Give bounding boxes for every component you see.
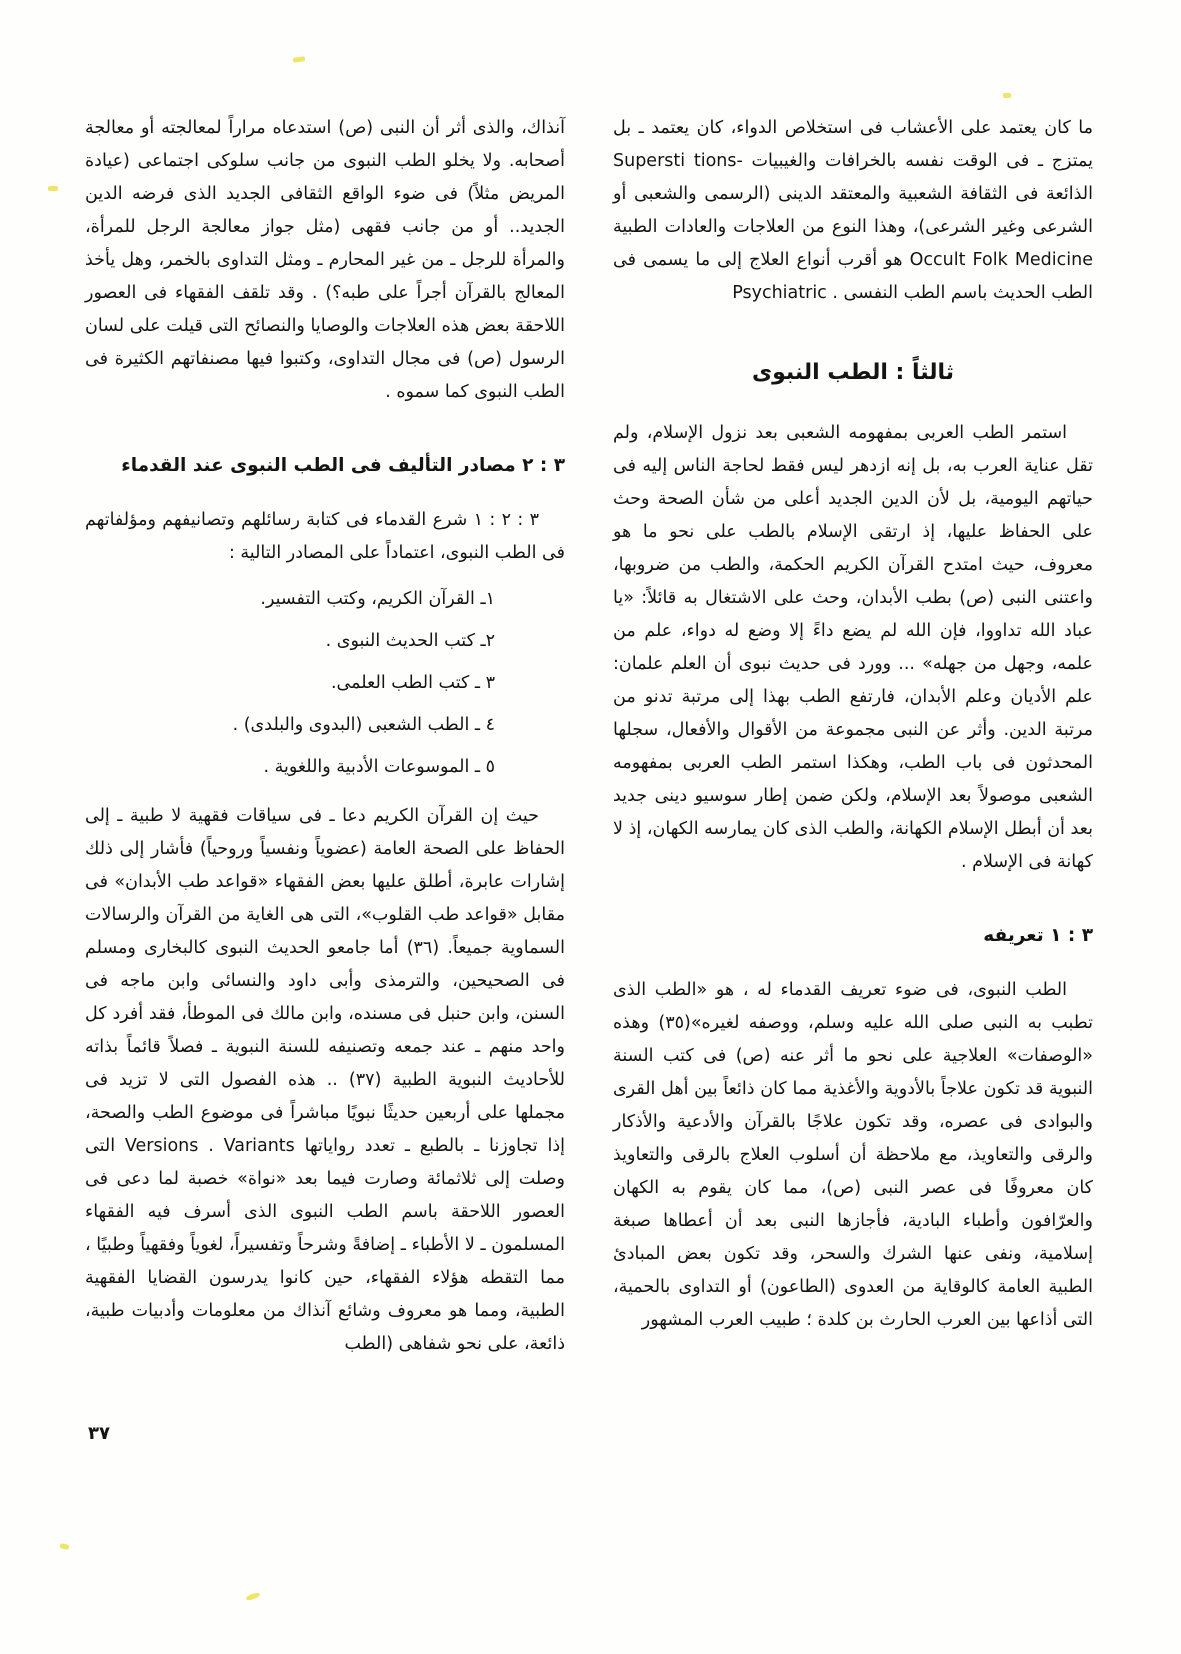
subsection-heading-sources: ٣ : ٢ مصادر التأليف فى الطب النبوى عند القدماء xyxy=(121,455,565,476)
sources-list xyxy=(85,584,565,782)
left-column xyxy=(85,112,565,1361)
list-item-folk-medicine: ٤ ـ الطب الشعبى (البدوى والبلدى) . xyxy=(232,715,495,735)
paragraph-continuation: آنذاك، والذى أثر أن النبى (ص) استدعاه مراراً لمعالجته أو معالجة أصحابه. ولا يخلو الطب النبوى من جانب سلوكى اجتماعى (عيادة المريض مثلاً) فى ضوء الواقع الثقافى الجديد الذى فرضه الدين الجديد.. أو من جانب فقهى (مثل جواز معالجة الرجل للمرأة، والمرأة للرجل ـ من غير المحارم ـ ومثل التداوى بالخمر، وهل يأخذ المعالج بالقرآن أجراً على طبه؟) . وقد تلقف الفقهاء فى العصور اللاحقة بعض هذه العلاجات والوصايا والنصائح التى قيلت على لسان الرسول (ص) فى مجال التداوى، وكتبوا فيها مصنفاتهم الكثيرة فى الطب النبوى كما سموه . xyxy=(85,118,565,402)
scan-artifact xyxy=(246,1592,261,1601)
scan-artifact xyxy=(1003,93,1011,98)
paragraph-sources-intro: ٣ : ٢ : ١ شرع القدماء فى كتابة رسائلهم وتصانيفهم ومؤلفاتهم فى الطب النبوى، اعتماداً على المصادر التالية : xyxy=(85,510,565,563)
subsection-heading-definition: ٣ : ١ تعريفه xyxy=(983,925,1093,946)
paragraph-arab-medicine-history: استمر الطب العربى بمفهومه الشعبى بعد نزول الإسلام، ولم تقل عناية العرب به، بل إنه ازدهر ليس فقط لحاجة الناس إليه فى حياتهم اليومية، بل لأن الدين الجديد أعلى من شأن الصحة وحث على الحفاظ عليها، إذ ارتقى الإسلام بالطب على نحو ما هو معروف، حيث امتدح القرآن الكريم الحكمة، والطب من ضروبها، واعتنى النبى (ص) بطب الأبدان، وحث على الاشتغال به قائلاً: «يا عباد الله تداووا، فإن الله لم يضع داءً إلا وضع له دواء، علم من علمه، وجهل من جهله» ... وورد فى حديث نبوى أن العلم علمان: علم الأديان وعلم الأبدان، فارتفع الطب بهذا إلى مرتبة تدنو من مرتبة الدين. وأثر عن النبى مجموعة من الأقوال والأفعال، سجلها المحدثون فى باب الطب، وهكذا استمر الطب العربى بمفهومه الشعبى موصولاً بعد الإسلام، ولكن ضمن إطار سوسيو دينى جديد بعد أن أبطل الإسلام الكهانة، والطب الذى كان يمارسه الكهان، إذ لا كهانة فى الإسلام . xyxy=(613,423,1093,872)
scan-artifact xyxy=(60,1543,70,1550)
two-column-layout xyxy=(85,112,1093,1361)
page-number: ٣٧ xyxy=(88,1423,110,1444)
scan-artifact xyxy=(293,56,306,63)
scan-artifact xyxy=(48,186,58,191)
paragraph-herbal-medicine: ما كان يعتمد على الأعشاب فى استخلاص الدواء، كان يعتمد ـ بل يمتزج ـ فى الوقت نفسه بالخرافات والغيبيات -Supersti tions الذائعة فى الثقافة الشعبية والمعتقد الدينى (الرسمى والشعبى أو الشرعى وغير الشرعى)، وهذا النوع من العلاجات والعادات الطبية Occult Folk Medicine هو أقرب أنواع العلاج إلى ما يسمى فى الطب الحديث باسم الطب النفسى . Psychiatric xyxy=(613,118,1093,303)
paragraph-discussion: حيث إن القرآن الكريم دعا ـ فى سياقات فقهية لا طبية ـ إلى الحفاظ على الصحة العامة (عضوياً ونفسياً وروحياً) فأشار إلى ذلك إشارات عابرة، أطلق عليها بعض الفقهاء «قواعد طب الأبدان» فى مقابل «قواعد طب القلوب»، التى هى الغاية من القرآن والرسالات السماوية جميعاً. (٣٦) أما جامعو الحديث النبوى كالبخارى ومسلم فى الصحيحين، والترمذى وأبى داود والنسائى وابن ماجه فى السنن، وابن حنبل فى مسنده، وابن مالك فى الموطأ، فقد أفرد كل واحد منهم ـ عند جمعه وتصنيفه للسنة النبوية ـ فصلاً قائماً بذاته للأحاديث النبوية الطبية (٣٧) .. هذه الفصول التى لا تزيد فى مجملها على أربعين حديثًا نبويًا مباشراً فى موضوع الطب والصحة، إذا تجاوزنا ـ بالطبع ـ تعدد رواياتها Versions . Variants التى وصلت إلى ثلاثمائة وصارت فيما بعد «نواة» خصبة لما دعى فى العصور اللاحقة باسم الطب النبوى الذى أسرف فيه الفقهاء المسلمون ـ لا الأطباء ـ إضافةً وشرحاً وتفسيراً، لغوياً وفقهياً وطبيًا ، مما التقطه هؤلاء الفقهاء، حين كانوا يدرسون القضايا الفقهية الطبية، ومما هو معروف وشائع آنذاك من معلومات وأدبيات طبية، ذائعة، على نحو شفاهى (الطب xyxy=(85,806,566,1354)
section-heading-prophetic-medicine: ثالثاً : الطب النبوى xyxy=(751,360,955,385)
list-item-quran: ١ـ القرآن الكريم، وكتب التفسير. xyxy=(260,589,495,609)
paragraph-definition: الطب النبوى، فى ضوء تعريف القدماء له ، هو «الطب الذى تطبب به النبى صلى الله عليه وسلم، ووصفه لغيره»(٣٥) وهذه «الوصفات» العلاجية على نحو ما أثر عنه (ص) فى كتب السنة النبوية قد تكون علاجاً بالأدوية والأغذية مما كان ذائعاً بين أهل القرى والبوادى فى عصره، وقد تكون علاجًا بالقرآن والأدعية والأذكار والرقى والتعاويذ، مع ملاحظة أن أسلوب العلاج بالرقى والتعاويذ كان معروفًا فى عصر النبى (ص)، مما كان يقوم به الكهان والعرّافون وأطباء البادية، فأجازها النبى بعد أن أعطاها صبغة إسلامية، ونفى عنها الشرك والسحر، وقد تكون بعض المبادئ الطبية العامة كالوقاية من العدوى (الطاعون) أو التداوى بالحمية، التى أذاعها بين العرب الحارث بن كلدة ؛ طبيب العرب المشهور xyxy=(613,980,1093,1330)
list-item-hadith-books: ٢ـ كتب الحديث النبوى . xyxy=(325,631,495,651)
list-item-scientific-medicine: ٣ ـ كتب الطب العلمى. xyxy=(330,673,495,693)
right-column xyxy=(613,112,1093,1337)
list-item-encyclopedias: ٥ ـ الموسوعات الأدبية واللغوية . xyxy=(263,757,495,777)
